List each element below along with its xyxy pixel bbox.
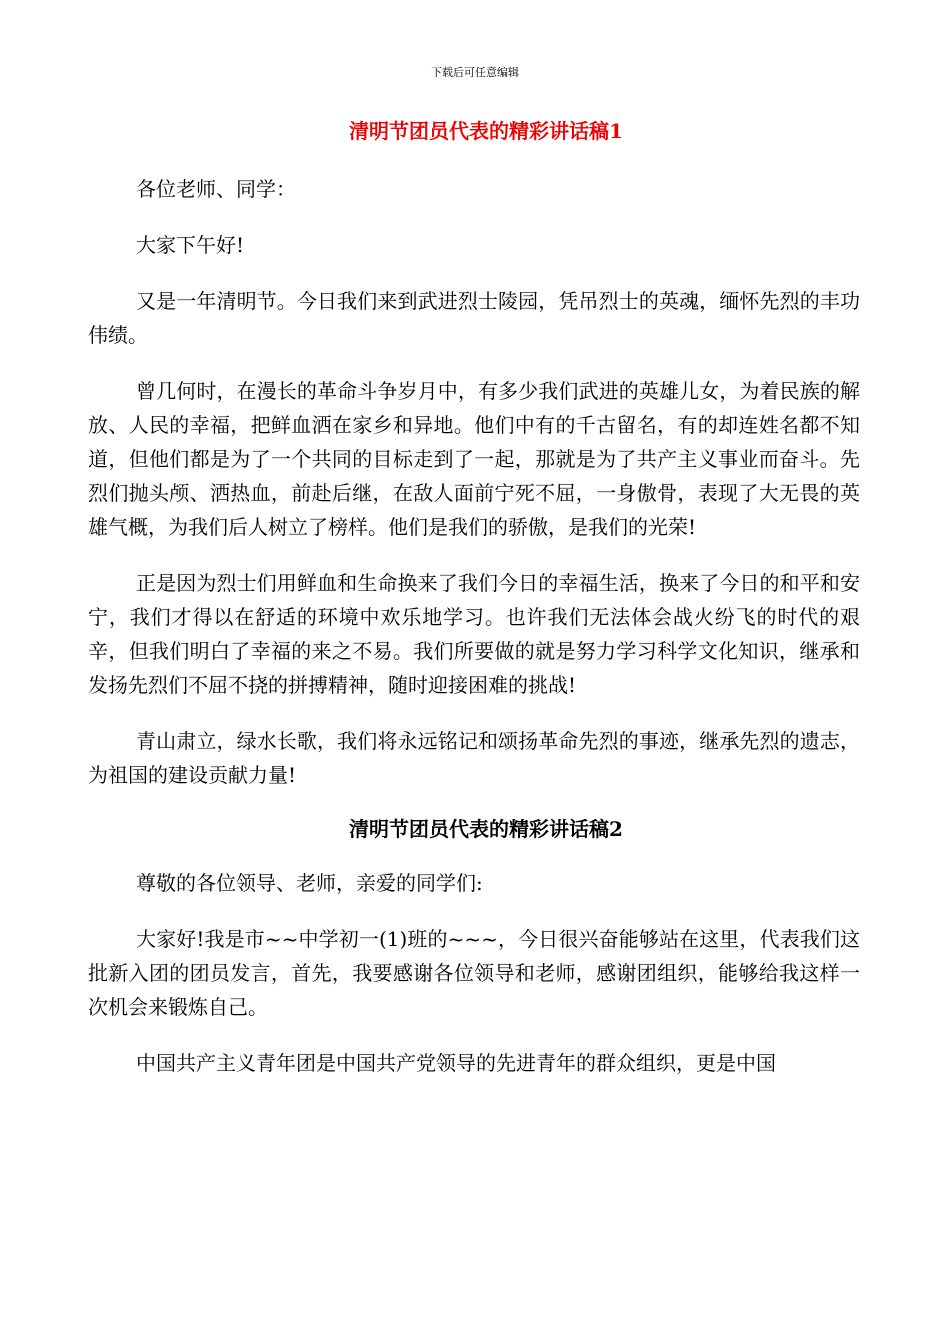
section1-title: 清明节团员代表的精彩讲话稿1 [349, 119, 623, 143]
section1-paragraph-3: 又是一年清明节。今日我们来到武进烈士陵园，凭吊烈士的英魂，缅怀先烈的丰功伟绩。 [88, 289, 860, 347]
section1-paragraph-1: 各位老师、同学： [136, 177, 296, 201]
section2-paragraph-2: 大家好!我是市~~中学初一(1)班的~~~，今日很兴奋能够站在这里，代表我们这批新入团的团员发言，首先，我要感谢各位领导和老师，感谢团组织，能够给我这样一次机会来锻炼自己。 [88, 927, 860, 1019]
section1-paragraph-4: 曾几何时，在漫长的革命斗争岁月中，有多少我们武进的英雄儿女，为着民族的解放、人民的幸福，把鲜血洒在家乡和异地。他们中有的千古留名，有的却连姓名都不知道，但他们都是为了一个共同的目标走到了一起，那就是为了共产主义事业而奋斗。先烈们抛头颅、洒热血，前赴后继，在敌人面前宁死不屈，一身傲骨，表现了大无畏的英雄气概，为我们后人树立了榜样。他们是我们的骄傲，是我们的光荣! [88, 379, 860, 539]
section2-paragraph-3: 中国共产主义青年团是中国共产党领导的先进青年的群众组织，更是中国 [136, 1051, 776, 1075]
section2-paragraph-1: 尊敬的各位领导、老师，亲爱的同学们: [136, 871, 483, 895]
section1-paragraph-5: 正是因为烈士们用鲜血和生命换来了我们今日的幸福生活，换来了今日的和平和安宁，我们才得以在舒适的环境中欢乐地学习。也许我们无法体会战火纷飞的时代的艰辛，但我们明白了幸福的来之不易。我们所要做的就是努力学习科学文化知识，继承和发扬先烈们不屈不挠的拼搏精神，随时迎接困难的挑战! [88, 571, 860, 697]
section1-paragraph-2: 大家下午好! [136, 233, 245, 257]
document-body [88, 116, 860, 1080]
section1-paragraph-6: 青山肃立，绿水长歌，我们将永远铭记和颂扬革命先烈的事迹，继承先烈的遗志，为祖国的建设贡献力量! [88, 729, 860, 787]
section2-title: 清明节团员代表的精彩讲话稿2 [349, 817, 623, 841]
header-note: 下载后可任意编辑 [431, 66, 519, 79]
